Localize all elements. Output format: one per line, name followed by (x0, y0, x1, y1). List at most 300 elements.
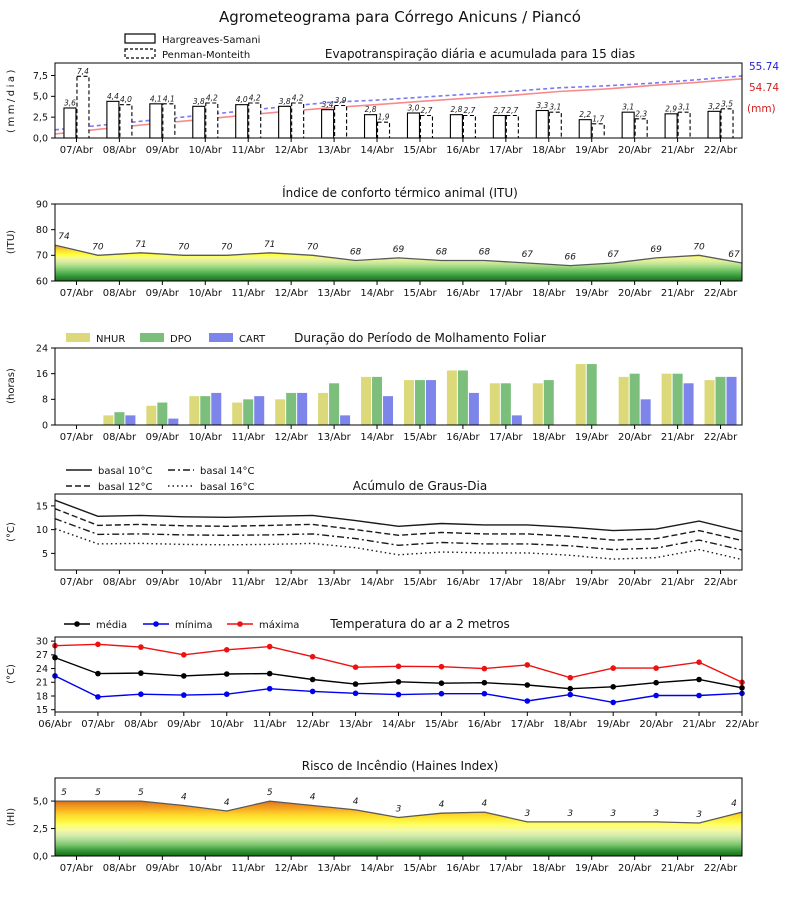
x-tick-label: 08/Abr (124, 719, 158, 730)
evapotranspiration-ylabel: (mm/dia) (6, 67, 17, 133)
minima-swatch-dot (153, 621, 159, 627)
x-tick-label: 16/Abr (446, 432, 480, 443)
dpo-bar (501, 383, 511, 425)
cart-bar (641, 399, 651, 425)
x-tick-label: 08/Abr (102, 288, 137, 299)
dpo-bar (716, 377, 726, 425)
data-point (181, 673, 187, 679)
y-tick-label: 5,0 (32, 796, 48, 808)
data-point (439, 664, 445, 670)
data-point (396, 664, 402, 670)
y-tick-label: 27 (35, 650, 48, 662)
data-point (267, 644, 273, 650)
dpo-bar (200, 396, 210, 425)
legend-penman (125, 49, 250, 61)
cart-bar (512, 415, 522, 425)
dpo-bar (630, 374, 640, 425)
data-point (267, 671, 273, 677)
fire-risk-ylabel: (HI) (6, 807, 17, 827)
x-tick-label: 11/Abr (231, 432, 265, 443)
data-point (224, 647, 230, 653)
x-tick-label: 10/Abr (188, 577, 222, 588)
data-point (138, 644, 144, 650)
nhur-bar (189, 396, 199, 425)
penman-bar (678, 112, 690, 138)
data-point (525, 662, 531, 668)
axes (36, 501, 738, 588)
x-tick-label: 16/Abr (446, 577, 480, 588)
nhur-bar (232, 403, 242, 425)
fire-risk-title: Risco de Incêndio (Haines Index) (301, 759, 499, 773)
hargreaves-bar-label: 3,6 (64, 98, 76, 108)
hargreaves-bar (322, 110, 334, 138)
point-label: 5 (61, 788, 67, 799)
data-point (696, 659, 702, 665)
point-label: 3 (696, 810, 702, 821)
x-tick-label: 13/Abr (317, 432, 351, 443)
point-label: 4 (309, 792, 316, 803)
x-tick-label: 15/Abr (424, 719, 459, 730)
penman-bar-label: 2,7 (420, 106, 433, 115)
degree-days-plot (36, 494, 742, 588)
x-tick-label: 12/Abr (274, 145, 308, 156)
x-tick-label: 13/Abr (317, 863, 351, 874)
nhur-bar (318, 393, 328, 425)
x-tick-label: 14/Abr (360, 288, 394, 299)
x-tick-label: 13/Abr (338, 719, 373, 730)
series-basal-16°C (55, 529, 742, 560)
point-label: 3 (567, 808, 574, 819)
nhur-bar (275, 399, 285, 425)
y-tick-label: 10 (35, 525, 48, 537)
x-tick-label: 22/Abr (703, 145, 738, 156)
panel-itu (6, 185, 742, 299)
x-tick-label: 15/Abr (403, 432, 437, 443)
data-point (525, 698, 531, 704)
evapotranspiration-title: Evapotranspiração diária e acumulada para 15 dias (324, 47, 636, 61)
point-label: 68 (435, 247, 448, 258)
data-point (567, 675, 573, 681)
point-label: 66 (564, 252, 576, 263)
legend-cart (209, 333, 266, 345)
x-tick-label: 21/Abr (660, 288, 695, 299)
hargreaves-bar (150, 104, 162, 138)
x-tick-label: 10/Abr (188, 288, 222, 299)
penman-bar-label: 4,0 (119, 95, 132, 105)
x-tick-label: 13/Abr (317, 577, 351, 588)
penman-bar-label: 4,2 (205, 93, 218, 103)
dpo-bar (415, 380, 425, 425)
series-máxima (52, 642, 745, 686)
hargreaves-bar-label: 2,9 (665, 104, 678, 114)
series-média (52, 655, 745, 692)
y-tick-label: 16 (35, 369, 48, 381)
cart-bar (469, 393, 479, 425)
hargreaves-bar-label: 2,8 (364, 105, 377, 115)
x-tick-label: 19/Abr (596, 719, 630, 730)
nhur-swatch (66, 333, 90, 342)
dpo-bar (286, 393, 296, 425)
series-mínima (52, 673, 745, 705)
dpo-bar (673, 374, 683, 425)
x-tick-label: 12/Abr (274, 288, 308, 299)
y-tick-label: 24 (35, 663, 48, 675)
data-point (482, 666, 488, 672)
x-tick-label: 11/Abr (231, 288, 265, 299)
x-tick-label: 21/Abr (682, 719, 716, 730)
x-tick-label: 18/Abr (532, 432, 566, 443)
legend-maxima (227, 619, 299, 631)
hargreaves-bar-label: 3,8 (278, 96, 291, 106)
maxima-label: máxima (259, 620, 300, 631)
hargreaves-bar (665, 114, 677, 138)
data-point (610, 684, 616, 690)
x-tick-label: 08/Abr (102, 577, 137, 588)
point-label: 5 (266, 788, 273, 799)
penman-bar (77, 76, 89, 138)
penman-accumulated-total: 55.74 (749, 61, 780, 73)
cart-bar (254, 396, 264, 425)
penman-bar (163, 104, 175, 138)
hargreaves-bar (579, 120, 591, 138)
nhur-label: NHUR (96, 334, 126, 345)
hargreaves-bar-label: 3,1 (622, 102, 635, 112)
legend-basal14 (168, 466, 254, 477)
x-tick-label: 17/Abr (489, 432, 523, 443)
x-tick-label: 18/Abr (532, 145, 566, 156)
penman-bar (206, 103, 218, 138)
cart-bar (727, 377, 737, 425)
point-label: 71 (263, 239, 276, 250)
dpo-label: DPO (170, 334, 192, 345)
x-tick-label: 09/Abr (145, 577, 180, 588)
data-point (567, 686, 573, 692)
nhur-bar (576, 364, 586, 425)
hargreaves-bar (407, 113, 419, 138)
dpo-swatch (140, 333, 164, 342)
panel-fire-risk (6, 759, 742, 874)
x-tick-label: 14/Abr (360, 145, 394, 156)
x-tick-label: 17/Abr (489, 863, 523, 874)
itu-title: Índice de conforto térmico animal (ITU) (282, 186, 518, 200)
data-point (653, 680, 659, 686)
penman-bar-label: 2,7 (506, 106, 519, 115)
x-tick-label: 14/Abr (360, 863, 394, 874)
x-tick-label: 14/Abr (360, 577, 394, 588)
media-label: média (96, 620, 128, 631)
x-tick-label: 07/Abr (59, 863, 94, 874)
data-point (95, 694, 101, 700)
x-tick-label: 19/Abr (575, 288, 609, 299)
degree-days-title: Acúmulo de Graus-Dia (352, 479, 488, 493)
penman-bar (463, 116, 475, 139)
x-tick-label: 09/Abr (145, 288, 180, 299)
penman-bar-label: 4,2 (291, 93, 304, 103)
data-point (396, 692, 402, 698)
hargreaves-bar (193, 106, 205, 138)
y-tick-label: 15 (35, 705, 48, 717)
degree-days-ylabel: (°C) (6, 522, 17, 542)
penman-bar (292, 103, 304, 138)
hargreaves-bar (708, 111, 720, 138)
point-label: 69 (392, 244, 405, 255)
y-tick-label: 90 (35, 199, 48, 211)
dpo-bar (114, 412, 124, 425)
basal10-label: basal 10°C (98, 466, 153, 477)
x-tick-label: 10/Abr (188, 432, 222, 443)
hargreaves-bar-label: 4,1 (149, 94, 162, 104)
data-point (353, 691, 359, 697)
x-tick-label: 22/Abr (703, 863, 738, 874)
x-tick-label: 09/Abr (145, 145, 180, 156)
x-tick-label: 18/Abr (553, 719, 587, 730)
cart-bar (426, 380, 436, 425)
hargreaves-bar (450, 115, 462, 138)
leaf-wetness-title: Duração do Período de Molhamento Foliar (294, 331, 546, 345)
penman-bar-label: 2,7 (463, 106, 476, 115)
series-basal-10°C (55, 500, 742, 531)
cart-bar (340, 415, 350, 425)
y-tick-label: 18 (35, 691, 48, 703)
hargreaves-bar (279, 106, 291, 138)
point-label: 67 (607, 250, 619, 261)
x-tick-label: 17/Abr (489, 288, 523, 299)
penman-label: Penman-Monteith (162, 50, 251, 61)
data-point (224, 671, 230, 677)
x-tick-label: 20/Abr (617, 145, 652, 156)
x-tick-label: 12/Abr (295, 719, 330, 730)
point-label: 70 (306, 242, 319, 253)
x-tick-label: 20/Abr (617, 577, 652, 588)
temperature-plot (36, 637, 760, 730)
x-tick-label: 12/Abr (274, 432, 308, 443)
point-label: 70 (92, 242, 104, 253)
itu-ylabel: (ITU) (6, 229, 17, 255)
nhur-bar (619, 377, 629, 425)
x-tick-label: 21/Abr (660, 577, 695, 588)
data-point (653, 665, 659, 671)
panel-leaf-wetness (6, 331, 742, 443)
y-tick-label: 15 (35, 501, 48, 513)
nhur-bar (361, 377, 371, 425)
data-point (95, 642, 101, 648)
point-label: 67 (521, 250, 534, 261)
x-tick-label: 19/Abr (575, 432, 609, 443)
penman-bar-label: 4,2 (248, 93, 261, 103)
data-point (310, 654, 316, 660)
data-point (482, 680, 488, 686)
x-tick-label: 22/Abr (703, 288, 738, 299)
x-tick-label: 11/Abr (231, 863, 265, 874)
data-point (224, 691, 230, 697)
data-point (353, 681, 359, 687)
penman-bar (120, 105, 132, 138)
point-label: 4 (223, 797, 230, 808)
y-tick-label: 80 (35, 225, 48, 237)
penman-bar-label: 7,4 (77, 66, 89, 76)
cart-bar (125, 415, 135, 425)
x-tick-label: 07/Abr (81, 719, 115, 730)
penman-bar (335, 106, 347, 139)
hargreaves-bar-label: 3,3 (536, 101, 549, 110)
right-axis-unit: (mm) (747, 103, 776, 115)
x-tick-label: 19/Abr (575, 863, 609, 874)
point-label: 3 (653, 808, 659, 819)
series-basal-14°C (55, 519, 742, 550)
data-point (525, 682, 531, 688)
x-tick-label: 16/Abr (446, 288, 480, 299)
hargreaves-bar-label: 4,0 (235, 95, 248, 105)
cart-bar (297, 393, 307, 425)
x-tick-label: 17/Abr (489, 577, 523, 588)
x-tick-label: 09/Abr (145, 432, 180, 443)
data-point (610, 700, 616, 706)
legend-basal10 (66, 466, 152, 477)
data-point (396, 679, 402, 685)
x-tick-label: 11/Abr (231, 577, 265, 588)
data-point (181, 692, 187, 698)
y-tick-label: 30 (35, 636, 48, 648)
nhur-bar (533, 383, 543, 425)
panel-evapotranspiration (6, 34, 779, 156)
hargreaves-bar-label: 2,2 (579, 110, 592, 120)
cart-bar (211, 393, 221, 425)
data-point (267, 686, 273, 692)
penman-bar-label: 3,9 (334, 96, 347, 105)
point-label: 4 (180, 792, 187, 803)
data-point (610, 665, 616, 671)
x-tick-label: 19/Abr (575, 577, 609, 588)
penman-bar-label: 3,5 (721, 99, 733, 109)
data-point (567, 692, 573, 698)
x-tick-label: 11/Abr (252, 719, 287, 730)
legend-basal16 (168, 482, 254, 493)
y-tick-label: 0,0 (32, 133, 48, 145)
data-point (138, 691, 144, 697)
series-basal-12°C (55, 509, 742, 541)
x-tick-label: 18/Abr (532, 577, 566, 588)
x-tick-label: 09/Abr (145, 863, 180, 874)
point-label: 5 (95, 788, 101, 799)
penman-bar (420, 116, 432, 139)
dpo-bar (544, 380, 554, 425)
y-tick-label: 70 (35, 250, 48, 262)
nhur-bar (103, 415, 113, 425)
hargreaves-bar (64, 108, 76, 138)
penman-bar (378, 122, 390, 138)
bars (103, 364, 736, 425)
x-tick-label: 19/Abr (575, 145, 609, 156)
x-tick-label: 10/Abr (188, 863, 222, 874)
point-label: 70 (221, 242, 233, 253)
legend-nhur (66, 333, 125, 345)
panel-temperature (6, 617, 760, 730)
hargreaves-bar-label: 3,2 (708, 101, 720, 111)
y-tick-label: 7,5 (32, 70, 48, 82)
point-label: 74 (58, 232, 70, 243)
x-tick-label: 18/Abr (532, 288, 566, 299)
hargreaves-bar-label: 4,4 (106, 91, 119, 101)
data-point (439, 680, 445, 686)
x-tick-label: 15/Abr (403, 577, 437, 588)
dpo-bar (458, 370, 468, 425)
temperature-ylabel: (°C) (6, 664, 17, 684)
x-tick-label: 15/Abr (403, 863, 437, 874)
data-point (696, 693, 702, 699)
penman-bar (635, 119, 647, 138)
leaf-wetness-ylabel: (horas) (6, 368, 17, 404)
penman-bar (249, 103, 261, 138)
x-tick-label: 16/Abr (446, 145, 480, 156)
x-tick-label: 12/Abr (274, 863, 308, 874)
nhur-bar (146, 406, 156, 425)
y-tick-label: 5,0 (32, 91, 48, 103)
data-point (181, 652, 187, 658)
hargreaves-label: Hargreaves-Samani (162, 35, 261, 46)
cart-swatch (209, 333, 233, 342)
basal16-label: basal 16°C (200, 482, 255, 493)
x-tick-label: 08/Abr (102, 432, 137, 443)
basal12-label: basal 12°C (98, 482, 153, 493)
point-label: 4 (352, 796, 359, 807)
cart-bar (383, 396, 393, 425)
hargreaves-bar (493, 116, 505, 139)
page-title: Agrometeograma para Córrego Anicuns / Piancó (219, 8, 581, 26)
x-tick-label: 12/Abr (274, 577, 308, 588)
nhur-bar (490, 383, 500, 425)
penman-bar (592, 124, 604, 138)
penman-bar-label: 3,1 (549, 102, 562, 112)
cart-bar (684, 383, 694, 425)
data-point (95, 671, 101, 677)
penman-swatch (125, 49, 155, 58)
penman-bar (506, 116, 518, 139)
fire-risk-plot (33, 778, 742, 874)
x-tick-label: 20/Abr (617, 863, 652, 874)
temperature-title: Temperatura do ar a 2 metros (330, 617, 510, 631)
y-tick-label: 2,5 (32, 823, 48, 835)
x-tick-label: 14/Abr (381, 719, 416, 730)
point-label: 67 (728, 250, 740, 261)
data-point (482, 691, 488, 697)
minima-label: mínima (175, 620, 213, 631)
data-point (439, 691, 445, 697)
legend-minima (143, 619, 213, 631)
x-tick-label: 20/Abr (617, 432, 652, 443)
x-tick-label: 10/Abr (188, 145, 222, 156)
data-point (696, 677, 702, 683)
y-tick-label: 8 (41, 394, 48, 406)
x-tick-label: 07/Abr (59, 577, 94, 588)
itu-plot (36, 199, 742, 299)
data-point (310, 689, 316, 695)
x-tick-label: 22/Abr (703, 577, 738, 588)
point-label: 3 (395, 804, 402, 815)
penman-bar-label: 3,1 (678, 102, 691, 112)
point-label: 4 (731, 799, 737, 810)
nhur-bar (662, 374, 672, 425)
y-tick-label: 21 (35, 677, 48, 689)
dpo-bar (243, 399, 253, 425)
point-label: 3 (524, 808, 531, 819)
point-label: 70 (178, 242, 190, 253)
legend-dpo (140, 333, 192, 345)
hargreaves-bar (622, 112, 634, 138)
hargreaves-bar-label: 2,7 (493, 106, 506, 115)
x-tick-label: 07/Abr (59, 288, 94, 299)
data-point (353, 664, 359, 670)
penman-bar-label: 2,3 (635, 109, 648, 119)
